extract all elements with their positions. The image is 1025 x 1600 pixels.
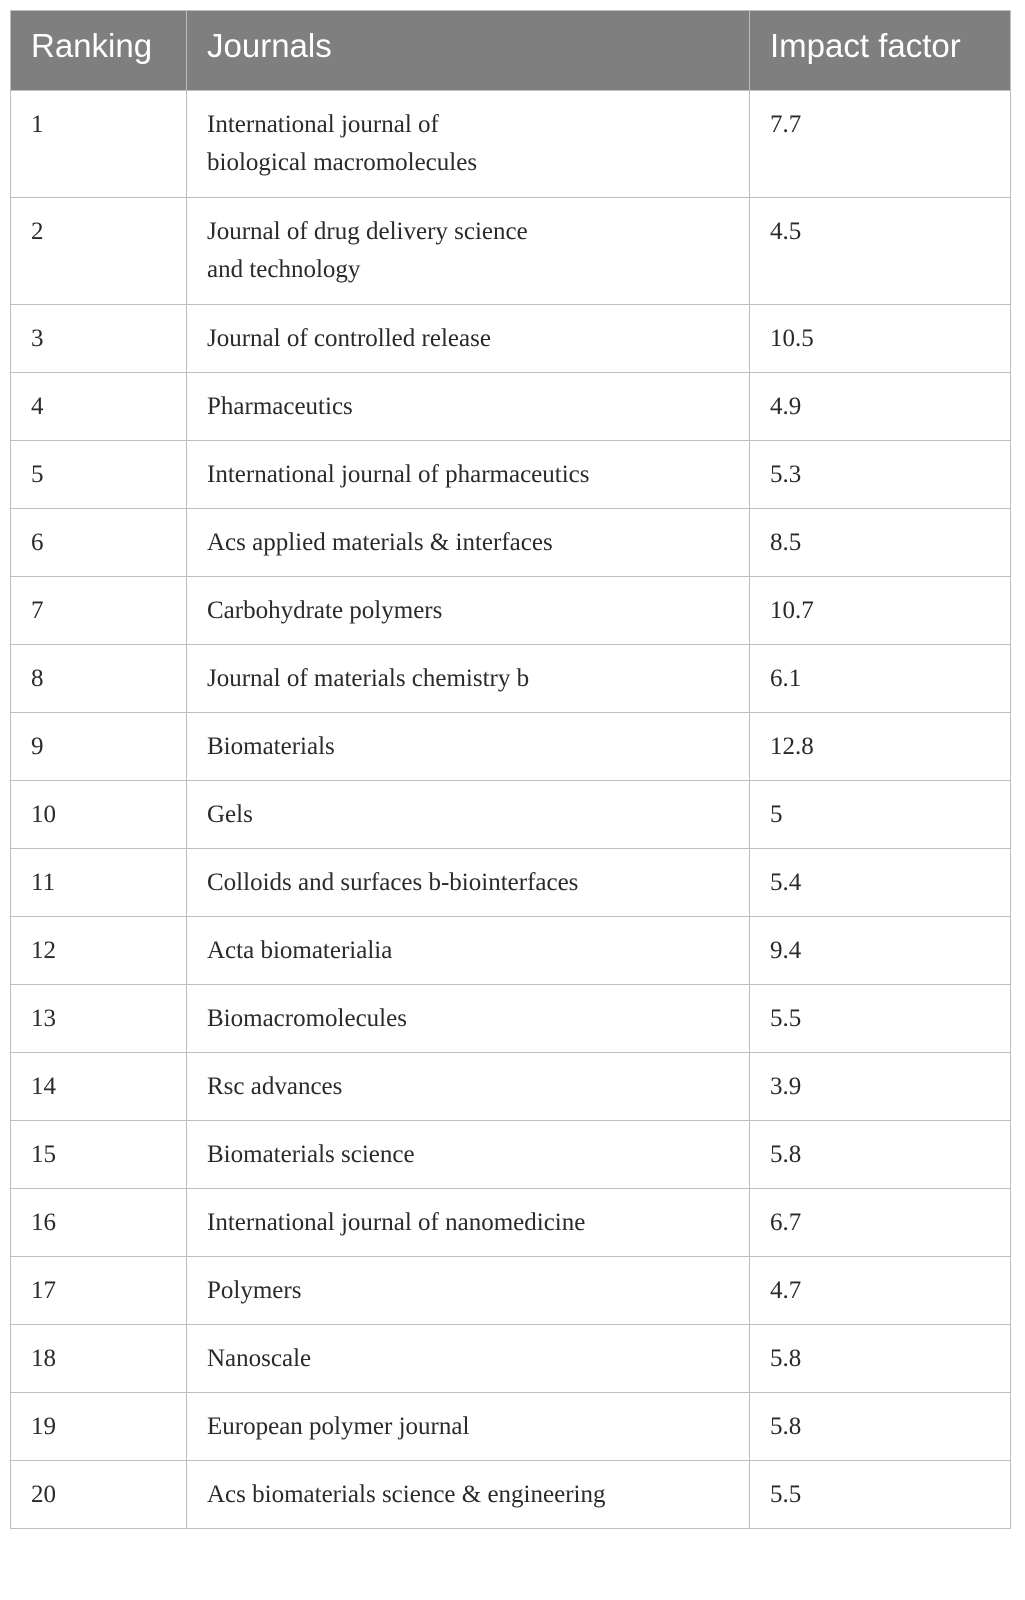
ranking-cell: 20 bbox=[11, 1461, 187, 1529]
header-row bbox=[11, 11, 1011, 91]
journal-cell: Acs biomaterials science & engineering bbox=[187, 1461, 750, 1529]
journal-cell: Biomaterials science bbox=[187, 1121, 750, 1189]
table-row bbox=[11, 577, 1011, 645]
impact-factor-cell: 5.8 bbox=[750, 1325, 1011, 1393]
table-row bbox=[11, 1189, 1011, 1257]
impact-factor-cell: 4.7 bbox=[750, 1257, 1011, 1325]
impact-factor-column-header: Impact factor bbox=[750, 11, 1011, 91]
ranking-cell: 11 bbox=[11, 849, 187, 917]
table-row bbox=[11, 373, 1011, 441]
table-row bbox=[11, 1393, 1011, 1461]
impact-factor-cell: 7.7 bbox=[750, 91, 1011, 198]
table-row bbox=[11, 305, 1011, 373]
journal-cell: Journal of materials chemistry b bbox=[187, 645, 750, 713]
impact-factor-cell: 5 bbox=[750, 781, 1011, 849]
ranking-cell: 4 bbox=[11, 373, 187, 441]
ranking-cell: 9 bbox=[11, 713, 187, 781]
journal-cell: Journal of drug delivery science and technology bbox=[187, 198, 750, 305]
journal-cell: European polymer journal bbox=[187, 1393, 750, 1461]
journal-cell: Rsc advances bbox=[187, 1053, 750, 1121]
ranking-cell: 8 bbox=[11, 645, 187, 713]
impact-factor-cell: 3.9 bbox=[750, 1053, 1011, 1121]
table-row bbox=[11, 1053, 1011, 1121]
impact-factor-cell: 5.3 bbox=[750, 441, 1011, 509]
journal-cell: Polymers bbox=[187, 1257, 750, 1325]
table-row bbox=[11, 509, 1011, 577]
table-header bbox=[11, 11, 1011, 91]
ranking-column-header: Ranking bbox=[11, 11, 187, 91]
impact-factor-cell: 4.5 bbox=[750, 198, 1011, 305]
impact-factor-cell: 5.4 bbox=[750, 849, 1011, 917]
impact-factor-cell: 6.1 bbox=[750, 645, 1011, 713]
impact-factor-cell: 8.5 bbox=[750, 509, 1011, 577]
impact-factor-cell: 10.7 bbox=[750, 577, 1011, 645]
ranking-cell: 14 bbox=[11, 1053, 187, 1121]
table-row bbox=[11, 1257, 1011, 1325]
table-row bbox=[11, 645, 1011, 713]
ranking-cell: 7 bbox=[11, 577, 187, 645]
table-row bbox=[11, 198, 1011, 305]
table-row bbox=[11, 917, 1011, 985]
table-body bbox=[11, 91, 1011, 1529]
ranking-cell: 19 bbox=[11, 1393, 187, 1461]
journals-column-header: Journals bbox=[187, 11, 750, 91]
journal-cell: Carbohydrate polymers bbox=[187, 577, 750, 645]
journal-cell: Nanoscale bbox=[187, 1325, 750, 1393]
ranking-cell: 13 bbox=[11, 985, 187, 1053]
journal-cell: Gels bbox=[187, 781, 750, 849]
table-row bbox=[11, 1121, 1011, 1189]
journal-cell: Journal of controlled release bbox=[187, 305, 750, 373]
journal-table-container bbox=[10, 10, 1010, 1529]
table-row bbox=[11, 441, 1011, 509]
ranking-cell: 1 bbox=[11, 91, 187, 198]
table-row bbox=[11, 849, 1011, 917]
impact-factor-cell: 5.8 bbox=[750, 1121, 1011, 1189]
journal-cell: Colloids and surfaces b-biointerfaces bbox=[187, 849, 750, 917]
ranking-cell: 5 bbox=[11, 441, 187, 509]
table-row bbox=[11, 985, 1011, 1053]
journal-cell: International journal of biological macromolecules bbox=[187, 91, 750, 198]
ranking-cell: 6 bbox=[11, 509, 187, 577]
ranking-cell: 10 bbox=[11, 781, 187, 849]
table-row bbox=[11, 781, 1011, 849]
ranking-cell: 18 bbox=[11, 1325, 187, 1393]
impact-factor-cell: 10.5 bbox=[750, 305, 1011, 373]
ranking-cell: 16 bbox=[11, 1189, 187, 1257]
ranking-cell: 15 bbox=[11, 1121, 187, 1189]
journal-cell: International journal of pharmaceutics bbox=[187, 441, 750, 509]
impact-factor-cell: 12.8 bbox=[750, 713, 1011, 781]
table-row bbox=[11, 91, 1011, 198]
table-row bbox=[11, 1325, 1011, 1393]
ranking-cell: 2 bbox=[11, 198, 187, 305]
ranking-cell: 3 bbox=[11, 305, 187, 373]
impact-factor-cell: 6.7 bbox=[750, 1189, 1011, 1257]
ranking-cell: 12 bbox=[11, 917, 187, 985]
journal-cell: International journal of nanomedicine bbox=[187, 1189, 750, 1257]
journal-cell: Acs applied materials & interfaces bbox=[187, 509, 750, 577]
impact-factor-cell: 9.4 bbox=[750, 917, 1011, 985]
table-row bbox=[11, 713, 1011, 781]
journal-ranking-table bbox=[10, 10, 1011, 1529]
impact-factor-cell: 4.9 bbox=[750, 373, 1011, 441]
ranking-cell: 17 bbox=[11, 1257, 187, 1325]
journal-cell: Biomacromolecules bbox=[187, 985, 750, 1053]
impact-factor-cell: 5.8 bbox=[750, 1393, 1011, 1461]
journal-cell: Biomaterials bbox=[187, 713, 750, 781]
table-row bbox=[11, 1461, 1011, 1529]
journal-cell: Pharmaceutics bbox=[187, 373, 750, 441]
impact-factor-cell: 5.5 bbox=[750, 1461, 1011, 1529]
journal-cell: Acta biomaterialia bbox=[187, 917, 750, 985]
impact-factor-cell: 5.5 bbox=[750, 985, 1011, 1053]
